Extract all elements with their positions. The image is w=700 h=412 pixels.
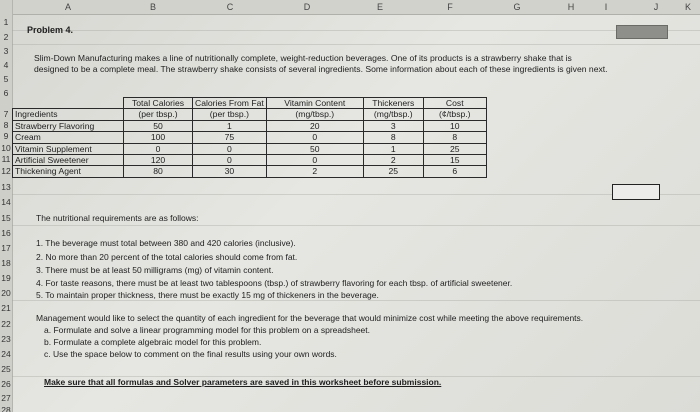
row-number[interactable]: 18 <box>1 258 11 268</box>
table-cell[interactable]: 8 <box>423 132 486 143</box>
requirement-1[interactable]: 1. The beverage must total between 380 and 420 calories (inclusive). <box>36 238 296 248</box>
row-number[interactable]: 3 <box>3 46 9 56</box>
empty-bordered-cell[interactable] <box>612 184 660 200</box>
table-cell[interactable]: 0 <box>193 143 267 154</box>
row-number[interactable]: 11 <box>1 154 11 164</box>
row-number[interactable]: 19 <box>1 273 11 283</box>
table-cell[interactable]: 50 <box>124 120 193 131</box>
column-header-i[interactable]: I <box>604 2 608 12</box>
table-cell[interactable]: 25 <box>363 166 423 177</box>
ingredient-name[interactable]: Vitamin Supplement <box>13 143 124 154</box>
requirement-2[interactable]: 2. No more than 20 percent of the total calories should come from fat. <box>36 252 298 262</box>
table-cell[interactable]: 1 <box>363 143 423 154</box>
column-header-h[interactable]: H <box>567 2 575 12</box>
table-cell[interactable]: 2 <box>363 155 423 166</box>
subheader-cell[interactable]: (¢/tbsp.) <box>423 109 486 120</box>
row-number[interactable]: 20 <box>1 288 11 298</box>
column-header-k[interactable]: K <box>684 2 691 12</box>
table-subheader-row <box>13 109 487 120</box>
header-total-calories[interactable]: Total Calories <box>124 98 193 109</box>
column-header-f[interactable]: F <box>447 2 453 12</box>
ingredient-name[interactable]: Artificial Sweetener <box>13 155 124 166</box>
row-number[interactable]: 22 <box>1 319 11 329</box>
row-number[interactable]: 14 <box>1 197 11 207</box>
management-line[interactable]: Management would like to select the quantity of each ingredient for the beverage that would minimize cost while meeting the above requirements. <box>36 313 584 323</box>
row-number[interactable]: 4 <box>3 60 9 70</box>
table-cell[interactable]: 0 <box>266 132 363 143</box>
column-header-d[interactable]: D <box>303 2 311 12</box>
header-cost[interactable]: Cost <box>423 98 486 109</box>
row-number[interactable]: 28 <box>1 405 11 412</box>
row-number[interactable]: 27 <box>1 393 11 403</box>
requirements-intro[interactable]: The nutritional requirements are as follows: <box>36 213 199 223</box>
row-number[interactable]: 12 <box>1 166 11 176</box>
column-header-g[interactable]: G <box>513 2 521 12</box>
row-number[interactable]: 2 <box>3 32 9 42</box>
table-cell[interactable]: 25 <box>423 143 486 154</box>
row-number[interactable]: 15 <box>1 213 11 223</box>
row-number[interactable]: 17 <box>1 243 11 253</box>
task-a[interactable]: a. Formulate and solve a linear programming model for this problem on a spreadsheet. <box>44 325 371 335</box>
table-cell[interactable]: 3 <box>363 120 423 131</box>
gridline <box>12 225 700 226</box>
column-header-bar <box>0 0 700 15</box>
ingredient-name[interactable]: Cream <box>13 132 124 143</box>
header-vitamin-content[interactable]: Vitamin Content <box>266 98 363 109</box>
footer-note[interactable]: Make sure that all formulas and Solver parameters are saved in this worksheet before submission. <box>44 377 442 387</box>
table-row <box>13 166 487 177</box>
table-row <box>13 155 487 166</box>
ingredient-name[interactable]: Thickening Agent <box>13 166 124 177</box>
column-header-c[interactable]: C <box>226 2 234 12</box>
table-cell[interactable]: 30 <box>193 166 267 177</box>
row-number[interactable]: 8 <box>3 120 9 130</box>
task-b[interactable]: b. Formulate a complete algebraic model for this problem. <box>44 337 262 347</box>
row-number[interactable]: 24 <box>1 349 11 359</box>
row-number[interactable]: 1 <box>3 17 9 27</box>
header-calories-from-fat[interactable]: Calories From Fat <box>193 98 267 109</box>
row-number[interactable]: 16 <box>1 228 11 238</box>
requirement-4[interactable]: 4. For taste reasons, there must be at least two tablespoons (tbsp.) of strawberry flavoring for each tbsp. of artificial sweetener. <box>36 278 513 288</box>
ingredients-table <box>12 97 487 178</box>
row-number[interactable]: 21 <box>1 303 11 313</box>
table-cell[interactable]: 8 <box>363 132 423 143</box>
table-row <box>13 143 487 154</box>
column-header-e[interactable]: E <box>376 2 383 12</box>
table-row <box>13 120 487 131</box>
row-number[interactable]: 6 <box>3 88 9 98</box>
table-cell[interactable]: 75 <box>193 132 267 143</box>
requirement-3[interactable]: 3. There must be at least 50 milligrams (mg) of vitamin content. <box>36 265 274 275</box>
row-number[interactable]: 10 <box>1 143 11 153</box>
table-cell[interactable]: 120 <box>124 155 193 166</box>
task-c[interactable]: c. Use the space below to comment on the final results using your own words. <box>44 349 337 359</box>
table-cell[interactable]: 0 <box>193 155 267 166</box>
table-cell[interactable]: 20 <box>266 120 363 131</box>
table-header-row <box>13 98 487 109</box>
header-ingredients[interactable]: Ingredients <box>13 109 124 120</box>
table-cell[interactable]: 0 <box>266 155 363 166</box>
gridline <box>12 300 700 301</box>
ingredient-name[interactable]: Strawberry Flavoring <box>13 120 124 131</box>
subheader-cell[interactable]: (per tbsp.) <box>124 109 193 120</box>
header-thickeners[interactable]: Thickeners <box>363 98 423 109</box>
table-cell[interactable]: 0 <box>124 143 193 154</box>
table-cell[interactable]: 2 <box>266 166 363 177</box>
row-number[interactable]: 23 <box>1 334 11 344</box>
column-header-j[interactable]: J <box>653 2 659 12</box>
row-number[interactable]: 26 <box>1 379 11 389</box>
table-cell[interactable]: 80 <box>124 166 193 177</box>
intro-line-2[interactable]: designed to be a complete meal. The strawberry shake consists of several ingredients. Some information about each of these ingredients is given next. <box>34 64 608 74</box>
table-cell[interactable]: 50 <box>266 143 363 154</box>
table-cell[interactable]: 6 <box>423 166 486 177</box>
table-cell[interactable]: 1 <box>193 120 267 131</box>
gridline <box>12 30 700 31</box>
subheader-cell[interactable]: (per tbsp.) <box>193 109 267 120</box>
row-number[interactable]: 5 <box>3 74 9 84</box>
table-cell[interactable]: 100 <box>124 132 193 143</box>
selected-cell[interactable] <box>616 25 668 39</box>
row-number[interactable]: 13 <box>1 182 11 192</box>
gridline <box>12 44 700 45</box>
table-cell[interactable]: 15 <box>423 155 486 166</box>
table-corner-cell[interactable] <box>13 98 124 109</box>
problem-title[interactable]: Problem 4. <box>27 25 74 35</box>
table-cell[interactable]: 10 <box>423 120 486 131</box>
row-number[interactable]: 9 <box>3 131 9 141</box>
gridline <box>12 194 700 195</box>
requirement-5[interactable]: 5. To maintain proper thickness, there must be exactly 15 mg of thickeners in the beverage. <box>36 290 379 300</box>
subheader-cell[interactable]: (mg/tbsp.) <box>363 109 423 120</box>
table-row <box>13 132 487 143</box>
subheader-cell[interactable]: (mg/tbsp.) <box>266 109 363 120</box>
column-header-b[interactable]: B <box>149 2 156 12</box>
row-number[interactable]: 7 <box>3 109 9 119</box>
intro-line-1[interactable]: Slim-Down Manufacturing makes a line of nutritionally complete, weight-reduction beverages. One of its products is a strawberry shake that is <box>34 53 572 63</box>
row-number[interactable]: 25 <box>1 364 11 374</box>
column-header-a[interactable]: A <box>64 2 71 12</box>
